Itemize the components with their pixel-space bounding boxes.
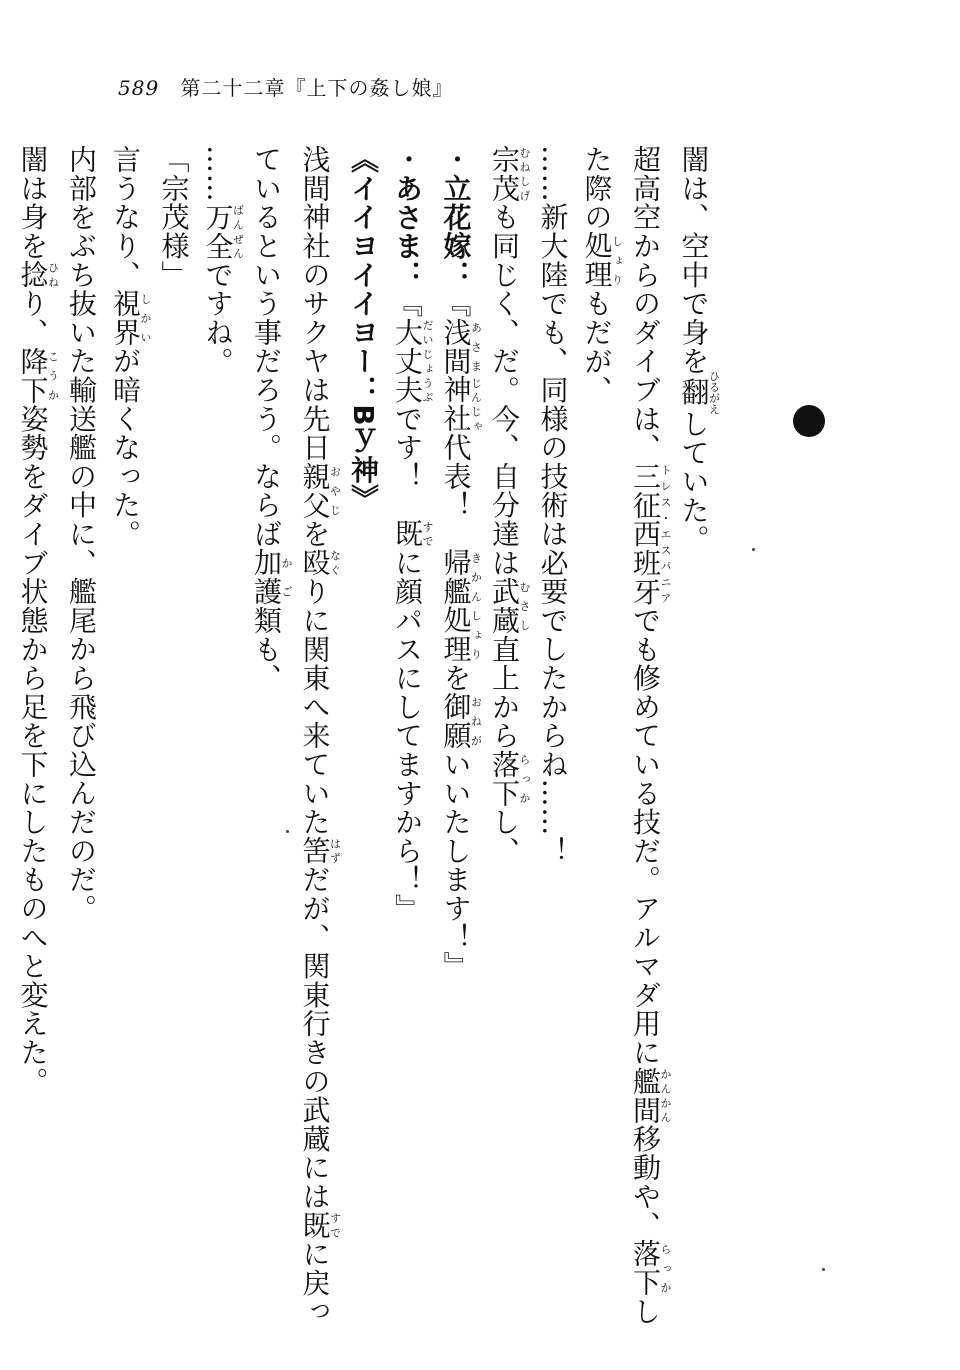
text-segment: ているという事だろう。ならば: [250, 145, 283, 549]
text-line-3: [575, 145, 624, 1305]
furigana: ばんぜん: [231, 202, 245, 261]
furigana: きかんしょり: [469, 548, 483, 664]
ruby-word: 艦間かんかん: [629, 1066, 672, 1125]
text-segment: もだが、: [580, 289, 614, 405]
furigana: しょり: [610, 231, 624, 289]
black-circle-section-marker-icon: [793, 405, 825, 437]
running-header: [118, 72, 454, 101]
furigana: おやじ: [328, 461, 342, 520]
furigana: らっか: [518, 749, 531, 808]
furigana: むねしげ: [518, 145, 531, 203]
ruby-word: 落下らっか: [488, 749, 531, 808]
text-segment: ……: [201, 145, 235, 203]
text-segment: りに関東へ来ていた: [298, 577, 332, 837]
ruby-word: 帰艦処理きかんしょり: [439, 548, 483, 664]
text-segment: た際の: [580, 145, 614, 232]
text-segment: も同じく、だ。今、自分達は: [488, 202, 521, 578]
speaker-name: あさま：: [391, 173, 424, 290]
text-line-13: [103, 145, 152, 1305]
furigana: だいじょうぶ: [421, 317, 434, 405]
text-segment: し: [629, 1297, 662, 1326]
furigana: トレス・エスパニア: [659, 461, 672, 606]
ruby-word: 降下こうか: [16, 346, 60, 405]
text-segment: ……新大陸でも、同様の技術は必要でしたからね……！: [536, 145, 570, 865]
ruby-word: 神社じんじゃ: [439, 375, 483, 434]
ruby-word: 筈はず: [298, 836, 342, 866]
furigana: ひね: [46, 260, 60, 290]
text-line-1: [672, 145, 721, 1305]
ruby-word: 捻ひね: [16, 260, 60, 290]
ruby-word: 加護かご: [250, 548, 293, 606]
furigana: あさま: [469, 317, 483, 376]
vertical-body-text: [16, 145, 721, 1326]
furigana: かんかん: [659, 1066, 672, 1125]
ruby-word: 既すで: [391, 519, 434, 549]
text-line-10: [244, 145, 293, 1305]
text-line-14: [59, 145, 103, 1305]
text-segment: に戻っ: [298, 1239, 332, 1326]
ruby-word: 御願おねが: [439, 692, 483, 750]
text-segment: 闇は身を: [16, 145, 50, 261]
text-segment: 移動や、: [629, 1124, 662, 1240]
ruby-word: 万全ばんぜん: [201, 202, 245, 261]
text-segment: を: [298, 519, 332, 549]
text-segment: していた。: [677, 409, 711, 554]
furigana: はず: [328, 836, 342, 866]
text-segment: 類も、: [250, 605, 283, 693]
ruby-word: 既すで: [298, 1210, 342, 1240]
chapter-title: 第二十二章『上下の姦し娘』: [180, 76, 454, 100]
text-segment: ・: [391, 145, 424, 174]
text-segment: ですね。: [201, 260, 235, 376]
page-number: 589: [118, 76, 160, 100]
text-segment: し、: [488, 807, 521, 866]
furigana: すで: [421, 519, 434, 549]
text-segment: 浅間神社のサクヤは先日: [298, 145, 332, 462]
ruby-word: 武蔵むさし: [488, 577, 531, 635]
furigana: なぐ: [328, 548, 342, 578]
furigana: すで: [328, 1210, 342, 1240]
ruby-word: 三征西班牙トレス・エスパニア: [629, 461, 672, 606]
text-line-7: [385, 145, 434, 1305]
ruby-word: 処理しょり: [580, 231, 624, 290]
text-segment: 姿勢をダイブ状態から足を下にしたものへと変えた。: [16, 404, 50, 1096]
ruby-word: 浅間あさま: [439, 317, 483, 376]
scan-speck: [752, 548, 755, 551]
text-segment: 《イイヨイイヨー：Bｙ神》: [347, 145, 380, 513]
text-segment: でも修めている技だ。アルマダ用に: [629, 605, 662, 1067]
ruby-word: 視界しかい: [109, 289, 152, 347]
speaker-name: 立花嫁：: [439, 173, 473, 290]
text-line-11: [196, 145, 245, 1305]
text-line-15: [11, 145, 60, 1305]
text-line-6: [434, 145, 483, 1305]
ruby-word: 親父おやじ: [298, 461, 342, 520]
text-segment: 代表！: [439, 433, 473, 549]
text-line-5: [482, 145, 531, 1305]
text-segment: に顔パスにしてますから！』: [391, 548, 424, 923]
text-segment: 内部をぶち抜いた輸送艦の中に、艦尾から飛び込んだのだ。: [65, 145, 98, 923]
text-segment: 「宗茂様」: [157, 145, 191, 289]
ruby-word: 宗茂むねしげ: [488, 145, 531, 203]
text-segment: 闇は、空中で身を: [677, 145, 711, 376]
text-segment: 『: [391, 289, 424, 318]
text-segment: 超高空からのダイブは、: [629, 145, 662, 462]
furigana: むさし: [518, 577, 531, 635]
text-segment: いいたします！』: [439, 749, 473, 981]
text-line-9: [293, 145, 342, 1326]
ruby-word: 落下らっか: [629, 1239, 672, 1298]
furigana: おねが: [469, 692, 483, 750]
text-line-4: [531, 145, 575, 1305]
furigana: ひるがえ: [707, 370, 721, 415]
furigana: らっか: [659, 1239, 672, 1298]
furigana: かご: [280, 548, 293, 606]
text-segment: を: [439, 663, 473, 693]
text-line-2: [623, 145, 672, 1326]
text-segment: り、: [16, 289, 50, 347]
text-segment: 言うなり、: [109, 145, 142, 289]
furigana: しかい: [139, 289, 152, 347]
scan-speck: [286, 830, 289, 833]
ruby-word: 大丈夫だいじょうぶ: [391, 317, 434, 405]
text-segment: だが、関東行きの武蔵には: [298, 865, 332, 1211]
furigana: こうか: [46, 346, 60, 405]
ruby-word: 殴なぐ: [298, 548, 342, 578]
text-segment: 『: [439, 289, 473, 318]
scan-speck: [822, 1268, 825, 1271]
ruby-word: 翻ひるがえ: [677, 370, 721, 415]
text-segment: です！: [391, 404, 424, 520]
furigana: じんじゃ: [469, 375, 483, 434]
text-segment: 直上から: [488, 634, 521, 750]
text-segment: ・: [439, 145, 473, 174]
text-line-8: [341, 145, 385, 1305]
text-segment: が暗くなった。: [109, 346, 142, 549]
text-line-12: [152, 145, 196, 1305]
